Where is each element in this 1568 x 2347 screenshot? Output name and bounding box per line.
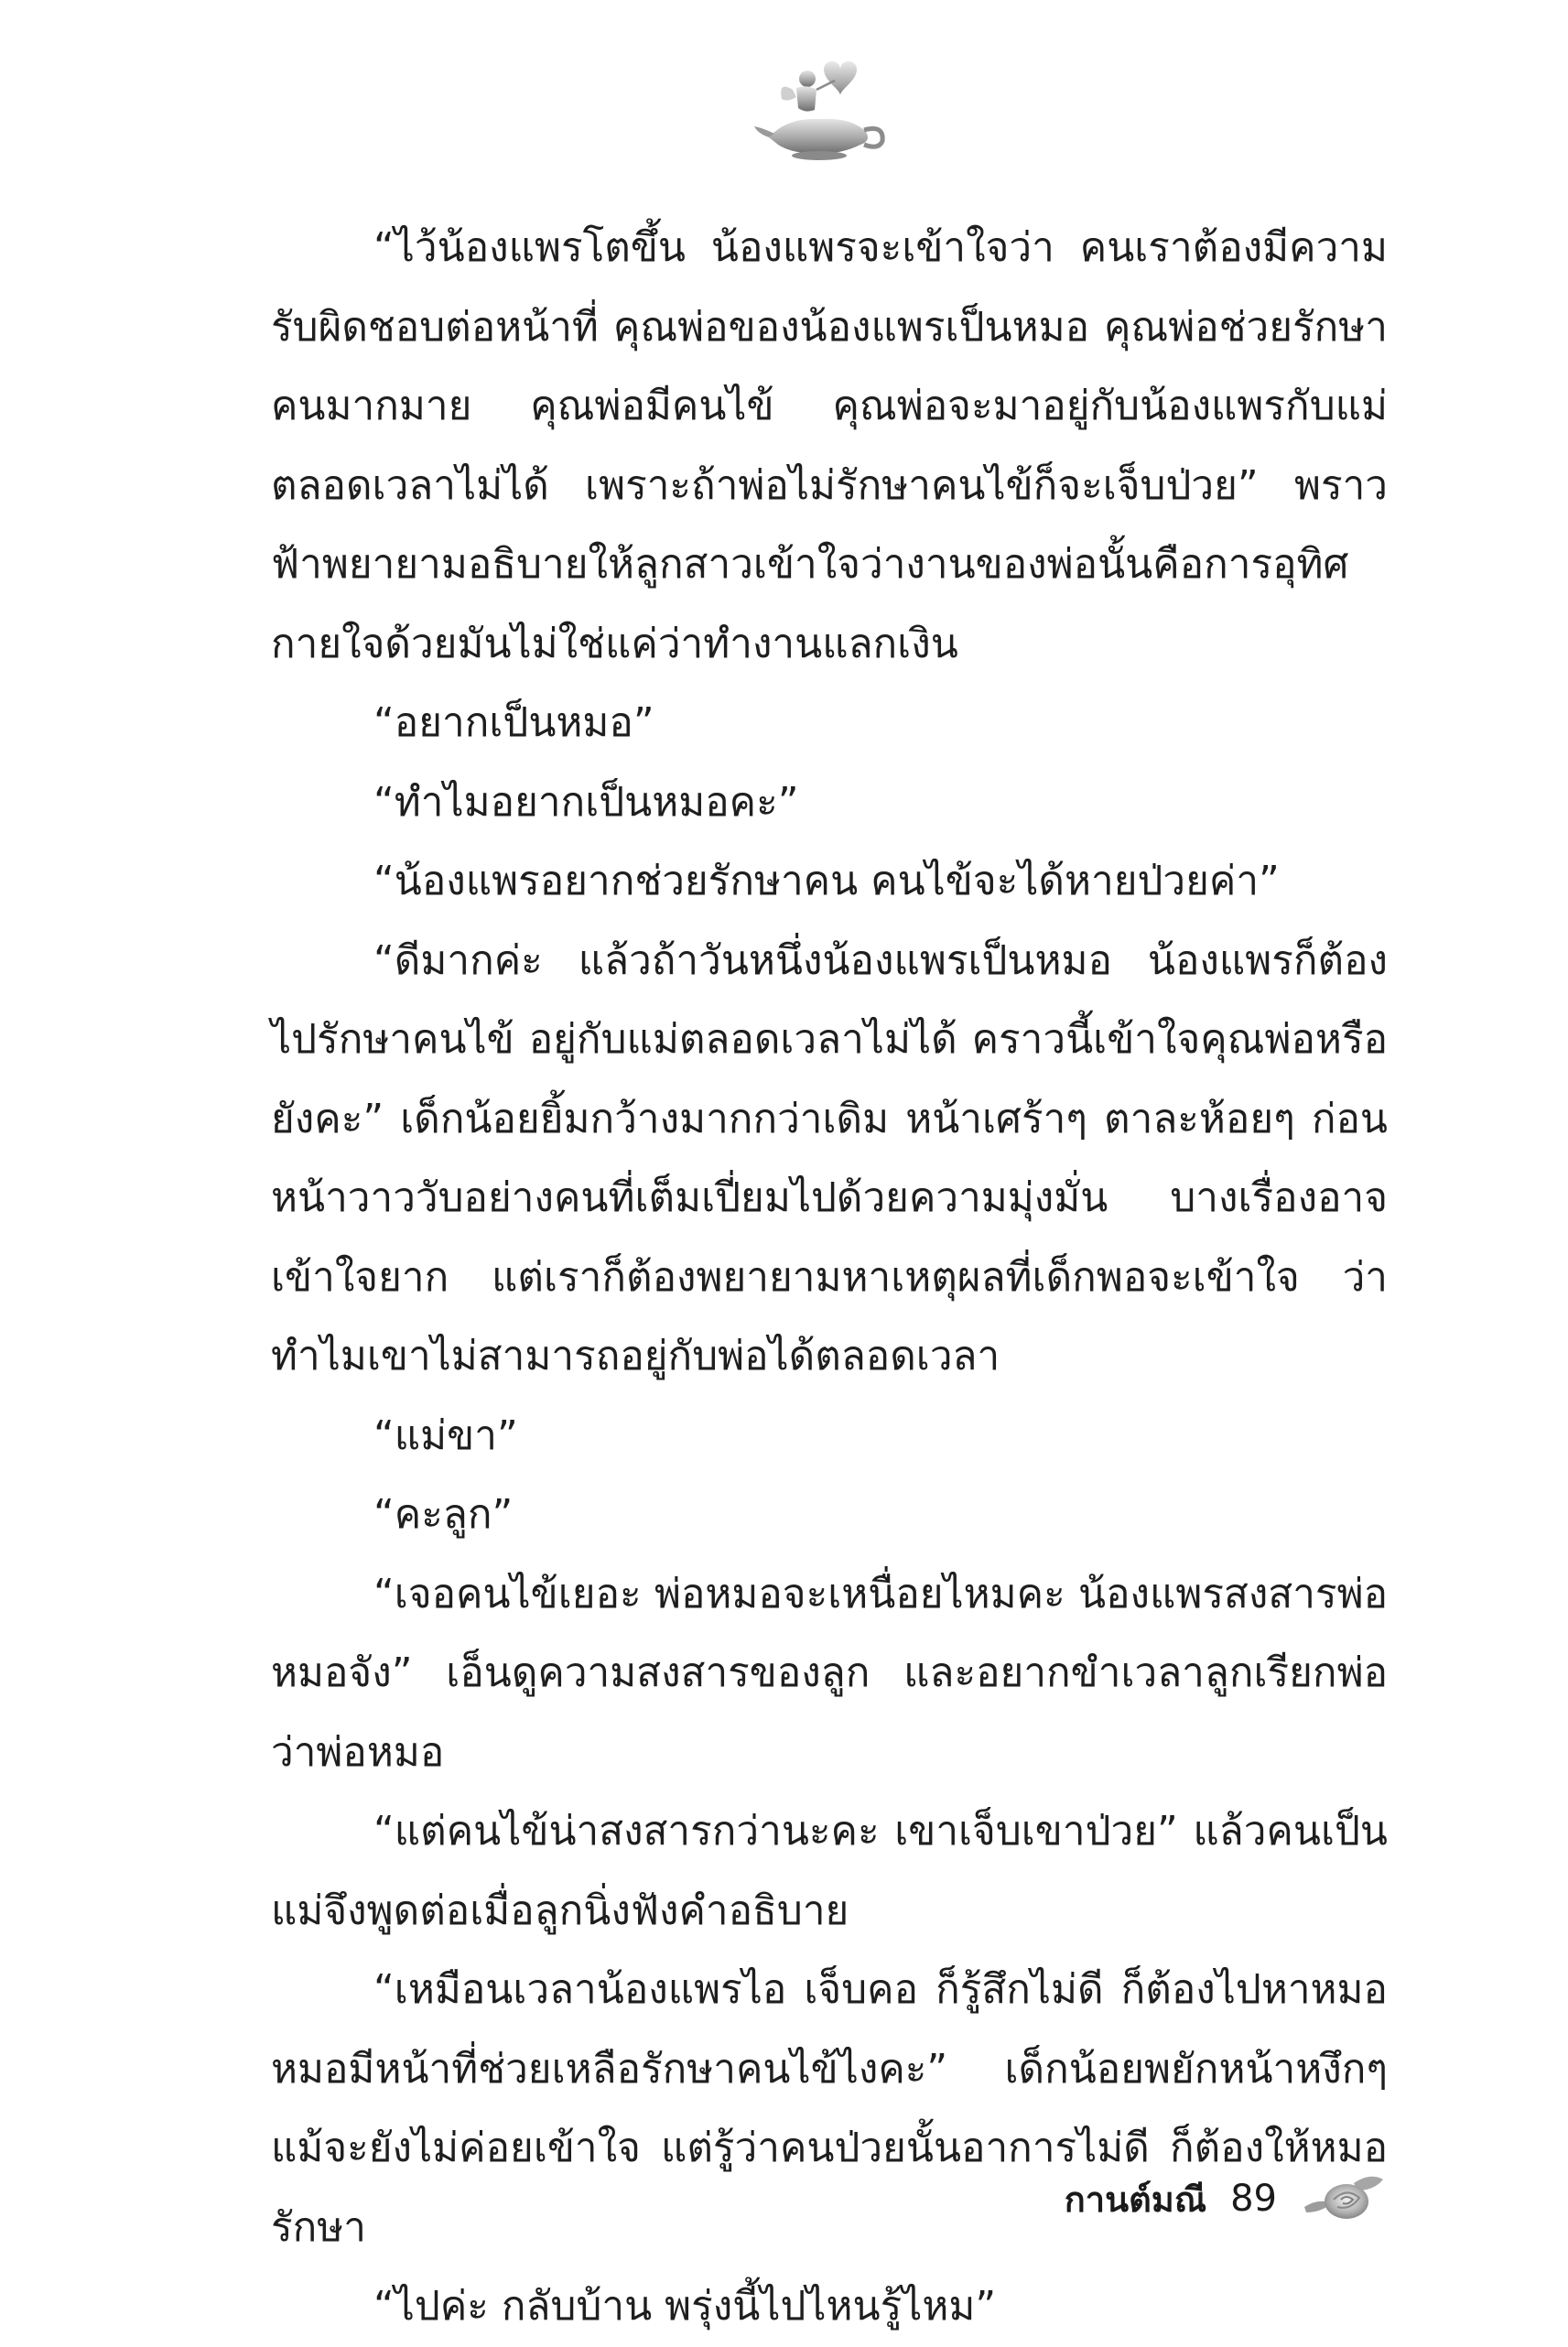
paragraph: “ดีมากค่ะ แล้วถ้าวันหนึ่งน้องแพรเป็นหมอ น้องแพรก็ต้องไปรักษาคนไข้ อยู่กับแม่ตลอดเวลาไม่ได้ คราวนี้เข้าใจคุณพ่อหรือยังคะ” เด็กน้อยยิ้มกว้างมากกว่าเดิม หน้าเศร้าๆ ตาละห้อยๆ ก่อนหน้าวาววับอย่างคนที่เต็มเปี่ยมไปด้วยความมุ่งมั่น บางเรื่องอาจเข้าใจยาก แต่เราก็ต้องพยายามหาเหตุผลที่เด็กพอจะเข้าใจ ว่าทำไมเขาไม่สามารถอยู่กับพ่อได้ตลอดเวลา xyxy=(271,936,1388,1379)
paragraph: “ไปค่ะ กลับบ้าน พรุ่งนี้ไปไหนรู้ไหม” xyxy=(373,2283,997,2330)
cupid-teapot-ornament-icon xyxy=(751,53,888,163)
page-footer xyxy=(1065,2162,1385,2235)
paragraph: “แต่คนไข้น่าสงสารกว่านะคะ เขาเจ็บเขาป่วย” แล้วคนเป็นแม่จึงพูดต่อเมื่อลูกนิ่งฟังคำอธิบาย xyxy=(271,1808,1388,1934)
body-text xyxy=(271,209,1388,2347)
paragraph: “น้องแพรอยากช่วยรักษาคน คนไข้จะได้หายป่วยค่า” xyxy=(373,858,1280,904)
paragraph: “แม่ขา” xyxy=(373,1411,518,1459)
paragraph: “ทำไมอยากเป็นหมอคะ” xyxy=(373,778,799,826)
book-title: กานต์มณี xyxy=(1064,2179,1207,2220)
rose-ornament-icon xyxy=(1301,2170,1385,2227)
paragraph: “ไว้น้องแพรโตขึ้น น้องแพรจะเข้าใจว่า คนเราต้องมีความรับผิดชอบต่อหน้าที่ คุณพ่อของน้องแพรเป็นหมอ คุณพ่อช่วยรักษาคนมากมาย คุณพ่อมีคนไข้ คุณพ่อจะมาอยู่กับน้องแพรกับแม่ตลอดเวลาไม่ได้ เพราะถ้าพ่อไม่รักษาคนไข้ก็จะเจ็บป่วย” พราวฟ้าพยายามอธิบายให้ลูกสาวเข้าใจว่างานของพ่อนั้นคือการอุทิศกายใจด้วยมันไม่ใช่แค่ว่าทำงานแลกเงิน xyxy=(271,224,1388,667)
paragraph: “เหมือนเวลาน้องแพรไอ เจ็บคอ ก็รู้สึกไม่ดี ก็ต้องไปหาหมอหมอมีหน้าที่ช่วยเหลือรักษาคนไข้ไงคะ” เด็กน้อยพยักหน้าหงึกๆ แม้จะยังไม่ค่อยเข้าใจ แต่รู้ว่าคนป่วยนั้นอาการไม่ดี ก็ต้องให้หมอรักษา xyxy=(271,1966,1388,2251)
paragraph: “คะลูก” xyxy=(373,1491,514,1538)
paragraph: “เจอคนไข้เยอะ พ่อหมอจะเหนื่อยไหมคะ น้องแพรสงสารพ่อหมอจัง” เอ็นดูความสงสารของลูก และอยากขำเวลาลูกเรียกพ่อว่าพ่อหมอ xyxy=(271,1570,1388,1776)
page-number: 89 xyxy=(1230,2178,1277,2220)
paragraph: “อยากเป็นหมอ” xyxy=(373,699,654,746)
